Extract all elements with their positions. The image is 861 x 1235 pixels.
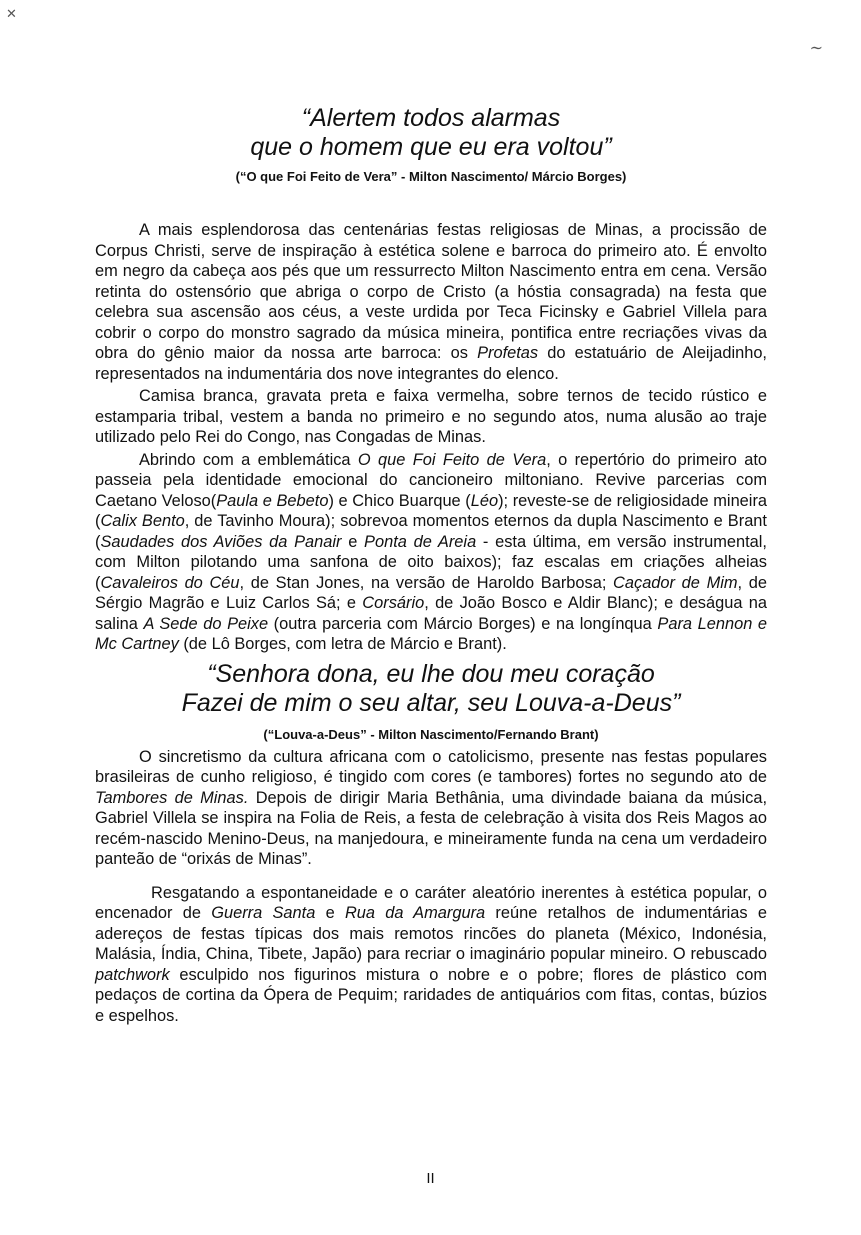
p3-seg-12: - esta última, em versão instrumental, com Milton pilotando uma sanfona de oito baixos); faz escalas em criações alheias ( (95, 532, 767, 592)
p3-seg-2: , o repertório do primeiro ato passeia pela identidade emocional do cancioneiro miltoniano. Revive parcerias com Caetano Veloso( (95, 450, 768, 510)
p3-seg-21: Para Lennon e Mc Cartney (95, 614, 768, 653)
p4-seg-1: Tambores de Minas. (95, 788, 249, 807)
p3-seg-13: Cavaleiros do Céu (100, 573, 240, 592)
paragraph-1-text-b: do estatuário de Aleijadinho, representados na indumentária dos nove integrantes do elenco. (95, 344, 767, 383)
epigraph-1-line-1: “Alertem todos alarmas (301, 104, 561, 132)
epigraph-2-line-1: “Senhora dona, eu lhe dou meu coração (207, 659, 655, 688)
paragraph-2 (95, 386, 767, 448)
p5-seg-5: patchwork (95, 965, 170, 984)
p3-seg-0: Abrindo com a emblemática (139, 450, 358, 469)
p5-seg-0: Resgatando a espontaneidade e o caráter aleatório inerentes à estética popular, o encenador de (95, 883, 767, 922)
paragraph-gap (95, 872, 767, 883)
epigraph-2-credit: (“Louva-a-Deus” - Milton Nascimento/Fernando Brant) (263, 726, 599, 742)
p3-seg-10: e (341, 532, 365, 551)
p3-seg-3: Paula e Bebeto (216, 491, 329, 510)
p5-seg-1: Guerra Santa (211, 904, 316, 922)
epigraph-2-line-2: Fazei de mim o seu altar, seu Louva-a-Deus” (181, 688, 681, 717)
epigraph-1 (95, 104, 767, 162)
p5-seg-2: e (315, 904, 345, 922)
p5-seg-3: Rua da Amargura (344, 904, 486, 922)
p3-seg-22: (de Lô Borges, com letra de Márcio e Brant). (178, 635, 507, 653)
p3-seg-7: Calix Bento (100, 512, 185, 530)
paragraph-5 (95, 883, 767, 1027)
p3-seg-6: ); reveste-se de religiosidade mineira ( (95, 491, 768, 530)
p3-seg-9: Saudades dos Aviões da Panair (100, 532, 342, 551)
scan-artifact-squiggle: ∼ (809, 40, 823, 57)
p5-seg-6: esculpido nos figurinos mistura o nobre e o pobre; flores de plástico com pedaços de cortina da Ópera de Pequim; raridades de antiquários com fitas, contas, búzios e espelhos. (95, 965, 767, 1025)
p3-seg-14: , de Stan Jones, na versão de Haroldo Barbosa; (239, 573, 614, 592)
p3-seg-1: O que Foi Feito de Vera (357, 450, 547, 469)
paragraph-1-italic-a: Profetas (477, 344, 539, 362)
paragraph-1-text-a: A mais esplendorosa das centenárias festas religiosas de Minas, a procissão de Corpus Christi, serve de inspiração à estética solene e barroca do primeiro ato. É envolto em negro da cabeça aos pés que um ressurrecto Milton Nascimento entra em cena. Versão retinta do ostensório que abriga o corpo de Cristo (a hóstia consagrada) na festa que celebra sua ascensão aos céus, a veste urdida por Teca Ficinsky e Gabriel Villela para cobrir o corpo do monstro sagrado da música mineira, pontifica entre recriações vivas da obra do gênio maior da nossa arte barroca: os (95, 221, 767, 362)
p4-seg-0: O sincretismo da cultura africana com o catolicismo, presente nas festas populares brasileiras de cunho religioso, é tingido com cores (e tambores) fortes no segundo ato de (95, 747, 767, 786)
paragraph-3 (95, 450, 767, 655)
p3-seg-8: , de Tavinho Moura); sobrevoa momentos eternos da dupla Nascimento e Brant ( (95, 512, 767, 551)
paragraph-4 (95, 747, 767, 870)
epigraph-1-credit: (“O que Foi Feito de Vera” - Milton Nascimento/ Márcio Borges) (235, 169, 627, 184)
p3-seg-19: A Sede do Peixe (143, 614, 269, 633)
p3-seg-15: Caçador de Mim (613, 573, 738, 592)
p3-seg-20: (outra parceria com Márcio Borges) e na longínqua (268, 614, 658, 633)
paragraph-2-text: Camisa branca, gravata preta e faixa vermelha, sobre ternos de tecido rústico e estamparia tribal, vestem a banda no primeiro e no segundo atos, numa alusão ao traje utilizado pelo Rei do Congo, nas Congadas de Minas. (95, 387, 767, 446)
p3-seg-16: , de Sérgio Magrão e Luiz Carlos Sá; e (95, 573, 767, 612)
scan-artifact-mark: ✕ (6, 6, 17, 21)
page-number: II (426, 1170, 435, 1187)
paragraph-1 (95, 220, 767, 384)
p3-seg-11: Ponta de Areia (364, 532, 477, 551)
p3-seg-17: Corsário (362, 594, 425, 612)
p3-seg-18: , de João Bosco e Aldir Blanc); e deságua na salina (95, 594, 767, 633)
p3-seg-4: ) e Chico Buarque ( (328, 491, 471, 510)
epigraph-1-line-2: que o homem que eu era voltou” (250, 133, 612, 161)
page-content (95, 104, 767, 1028)
p3-seg-5: Léo (470, 491, 499, 510)
p4-seg-2: Depois de dirigir Maria Bethânia, uma divindade baiana da música, Gabriel Villela se inspira na Folia de Reis, a festa de celebração à visita dos Reis Magos ao recém-nascido Menino-Deus, na manjedoura, e mineiramente funda na cena um verdadeiro panteão de “orixás de Minas”. (95, 788, 767, 868)
p5-seg-4: reúne retalhos de indumentárias e adereços de festas típicas dos mais remotos rincões do planeta (México, Indonésia, Malásia, Índia, China, Tibete, Japão) para recriar o imaginário popular mineiro. O rebuscado (95, 904, 767, 963)
epigraph-2 (95, 660, 767, 718)
